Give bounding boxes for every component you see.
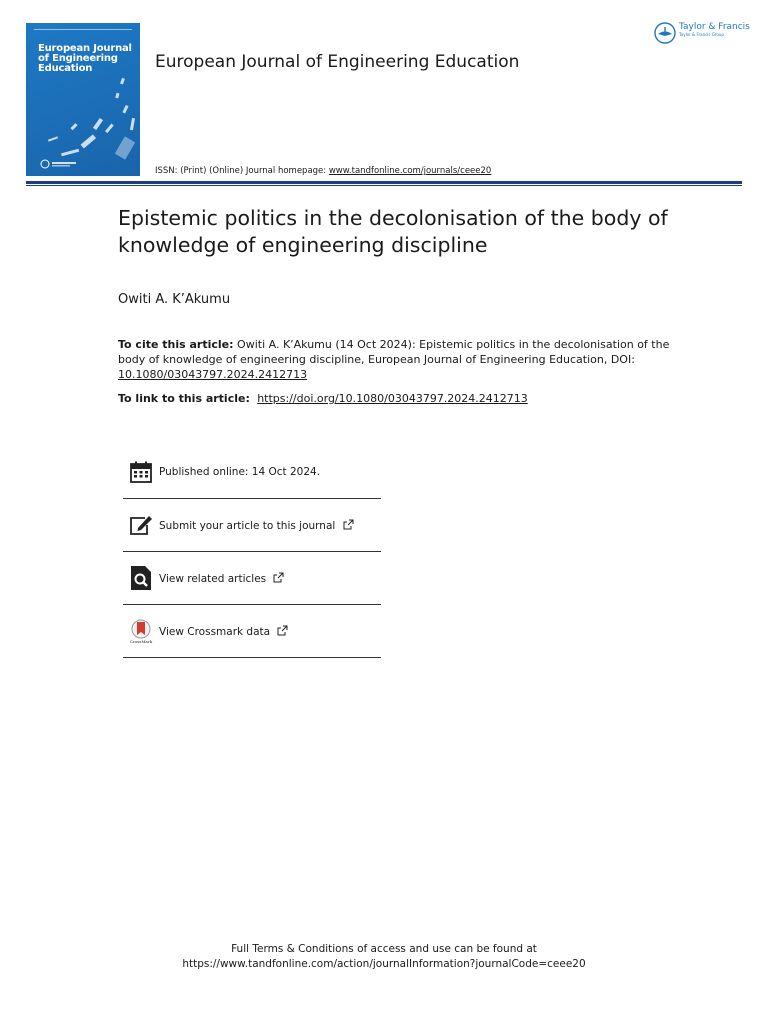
footer-terms-link[interactable]: https://www.tandfonline.com/action/journalInformation?journalCode=ceee20 [182, 958, 586, 970]
issn-homepage-line [155, 166, 491, 176]
citation-block [118, 337, 678, 382]
submit-article-row[interactable] [123, 499, 381, 552]
crossmark-link[interactable] [159, 625, 288, 638]
taylor-francis-logo-icon [654, 22, 676, 44]
related-articles-link[interactable] [159, 572, 284, 585]
submit-article-label: Submit your article to this journal [159, 519, 336, 532]
cover-title-line: Education [38, 63, 93, 74]
published-online-label: Published online: 14 Oct 2024. [159, 466, 321, 478]
external-link-icon [277, 625, 288, 636]
related-articles-icon [127, 564, 155, 592]
article-author: Owiti A. K’Akumu [118, 292, 231, 307]
article-link-block [118, 391, 528, 406]
citation-doi-link[interactable]: 10.1080/03043797.2024.2412713 [118, 368, 308, 381]
journal-cover-image[interactable] [26, 23, 140, 176]
edit-icon [127, 511, 155, 539]
crossmark-caption: CrossMark [129, 638, 153, 644]
publisher-logo[interactable] [654, 22, 750, 44]
article-title: Epistemic politics in the decolonisation of the body of knowledge of engineering discipline [118, 206, 668, 257]
published-online-row [123, 446, 381, 499]
article-info-list [123, 446, 381, 658]
submit-article-link[interactable] [159, 519, 354, 532]
related-articles-label: View related articles [159, 572, 267, 585]
crossmark-row[interactable] [123, 605, 381, 658]
crossmark-label: View Crossmark data [159, 625, 271, 638]
related-articles-row[interactable] [123, 552, 381, 605]
external-link-icon [343, 519, 354, 530]
external-link-icon [273, 572, 284, 583]
cover-artwork [26, 23, 140, 176]
cover-title-line: of Engineering [38, 53, 118, 64]
header-divider-thin [26, 185, 742, 186]
publisher-name-block [679, 22, 750, 37]
article-doi-link[interactable]: https://doi.org/10.1080/03043797.2024.2412713 [257, 392, 528, 405]
header-divider [26, 181, 742, 184]
issn-text: ISSN: (Print) (Online) Journal homepage: [155, 166, 329, 176]
journal-name: European Journal of Engineering Education [155, 52, 520, 72]
journal-homepage-link[interactable]: www.tandfonline.com/journals/ceee20 [328, 166, 492, 176]
link-label: To link to this article: [118, 392, 254, 405]
crossmark-icon [127, 617, 155, 645]
publisher-subname: Taylor & Francis Group [679, 32, 724, 37]
publisher-name: Taylor & Francis [679, 22, 750, 32]
citation-text: Owiti A. K’Akumu (14 Oct 2024): Epistemic politics in the decolonisation of the body of knowledge of engineering discipline, European Journal of Engineering Education, DOI: [118, 338, 670, 366]
calendar-icon [127, 458, 155, 486]
footer-line-1: Full Terms & Conditions of access and use can be found at [231, 943, 537, 955]
cover-title-line: European Journal [38, 43, 132, 54]
terms-footer [0, 942, 768, 972]
citation-label: To cite this article: [118, 338, 234, 351]
